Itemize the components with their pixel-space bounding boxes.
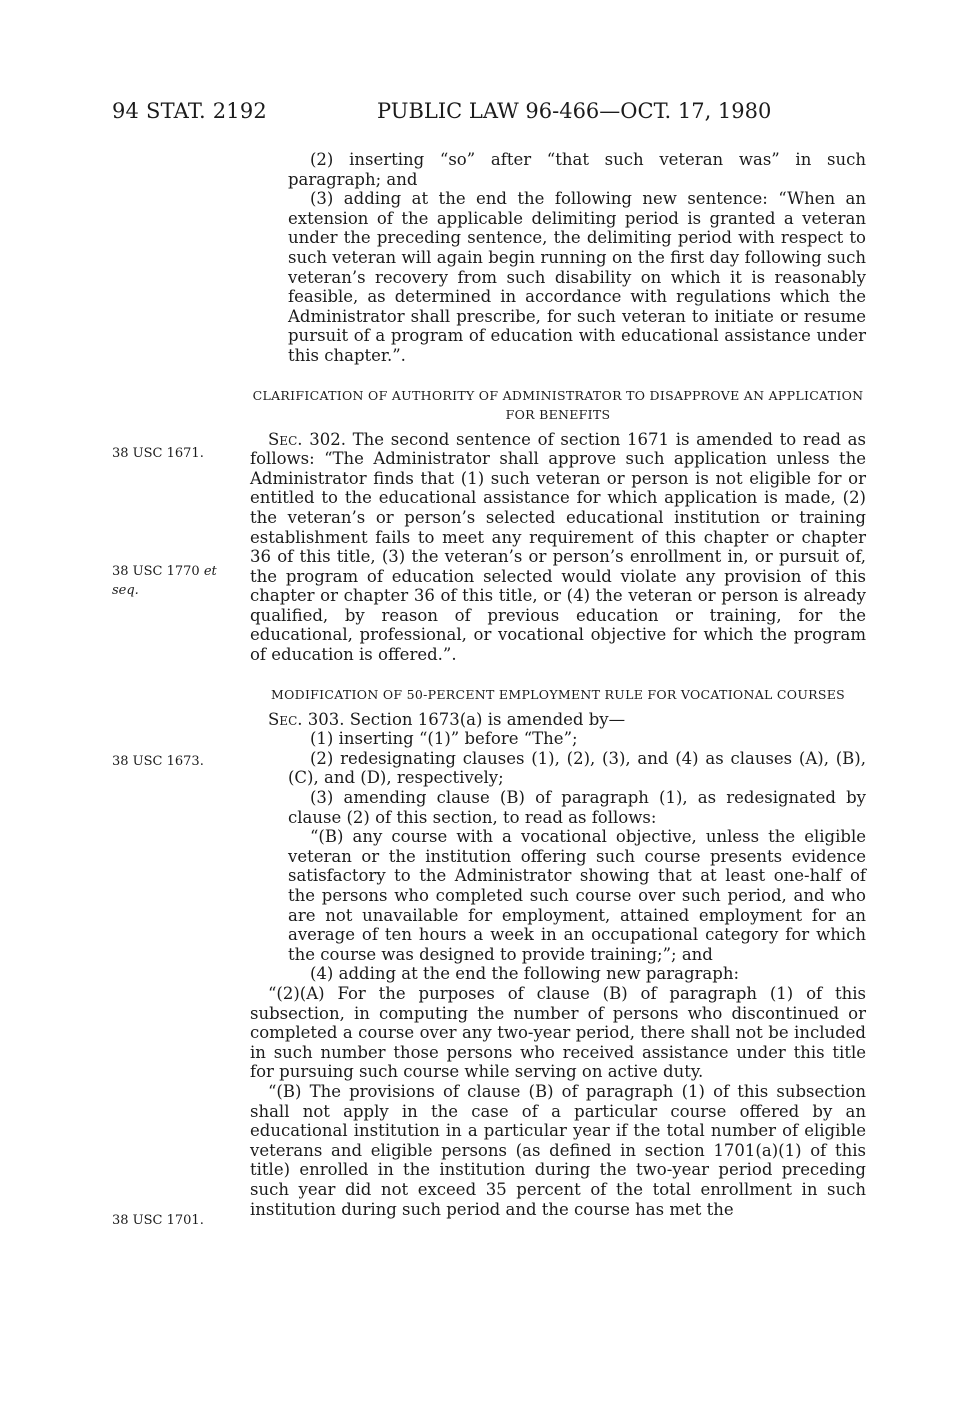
paragraph-clause-3: (3) adding at the end the following new sentence: “When an extension of the applicable delimiting period is granted a veteran under the preceding sentence, the delimiting period with respect to such veteran will again begin running on the first day following such veteran’s recovery from such disability on which it is reasonably feasible, as determined in accordance with regulations which the Administrator shall prescribe, for such veteran to initiate or resume pursuit of a program of education with educational assistance under this chapter.”.: [288, 189, 866, 365]
margin-note-1673: 38 USC 1673.: [112, 754, 204, 769]
public-law-header: PUBLIC LAW 96-466—OCT. 17, 1980: [377, 99, 772, 123]
amendment-clause-3: (3) amending clause (B) of paragraph (1), as redesignated by clause (2) of this section, to read as follows:: [288, 788, 866, 827]
section-heading-302: CLARIFICATION OF AUTHORITY OF ADMINISTRATOR TO DISAPPROVE AN APPLICATION FOR BENEFITS: [252, 387, 864, 422]
section-302-text: Sec. 302. The second sentence of section 1671 is amended to read as follows: “The Administrator shall approve such application unless the Administrator finds that (1) such veteran or person is not eligible for or entitled to the educational assistance for which application is made, (2) the veteran’s or person’s selected educational institution or training establishment fails to meet any requirement of this chapter or chapter 36 of this title, (3) the veteran’s or person’s enrollment in, or pursuit of, the program of education selected would violate any provision of this chapter or chapter 36 of this title, or (4) the veteran or person is already qualified, by reason of previous education or training, for the educational, professional, or vocational objective for which the program of education is offered.”.: [250, 429, 866, 665]
section-302-label: Sec. 302.: [268, 429, 346, 449]
amendment-clause-1: (1) inserting “(1)” before “The”;: [310, 729, 578, 749]
document-body: [250, 150, 866, 1219]
margin-note-1671: 38 USC 1671.: [112, 446, 204, 461]
statute-page-number: 94 STAT. 2192: [112, 99, 267, 123]
quoted-paragraph-2a: “(2)(A) For the purposes of clause (B) of paragraph (1) of this subsection, in computing the number of persons who discontinued or completed a course over any two-year period, there shall not be included in such number those persons who received assistance under this title for pursuing such course while serving on active duty.: [250, 983, 866, 1082]
section-heading-303: MODIFICATION OF 50-PERCENT EMPLOYMENT RULE FOR VOCATIONAL COURSES: [270, 686, 846, 702]
margin-note-1701: 38 USC 1701.: [112, 1213, 204, 1228]
amendment-clause-4: (4) adding at the end the following new paragraph:: [310, 964, 740, 984]
quoted-clause-b: “(B) any course with a vocational objective, unless the eligible veteran or the institution offering such course presents evidence satisfactory to the Administrator showing that at least one-half of the persons who completed such course over such period, and who are not unavailable for employment, attained employment for an average of ten hours a week in an occupational category for which the course was designed to provide training;”; and: [288, 827, 866, 964]
paragraph-clause-2: (2) inserting “so” after “that such veteran was” in such paragraph; and: [288, 150, 866, 189]
amendment-clause-2: (2) redesignating clauses (1), (2), (3), and (4) as clauses (A), (B), (C), and (D), respectively;: [288, 748, 866, 788]
margin-note-1770: 38 USC 1770 et seq.: [112, 564, 217, 598]
quoted-paragraph-2b: “(B) The provisions of clause (B) of paragraph (1) of this subsection shall not apply in the case of a particular course offered by an educational institution in a particular year if the total number of eligible veterans and eligible persons (as defined in section 1701(a)(1) of this title) enrolled in the institution during the two-year period preceding such year did not exceed 35 percent of the total enrollment in such institution during such period and the course has met the: [250, 1081, 866, 1219]
section-303-text: Sec. 303. Section 1673(a) is amended by—: [268, 709, 626, 729]
section-303-label: Sec. 303.: [268, 709, 345, 729]
